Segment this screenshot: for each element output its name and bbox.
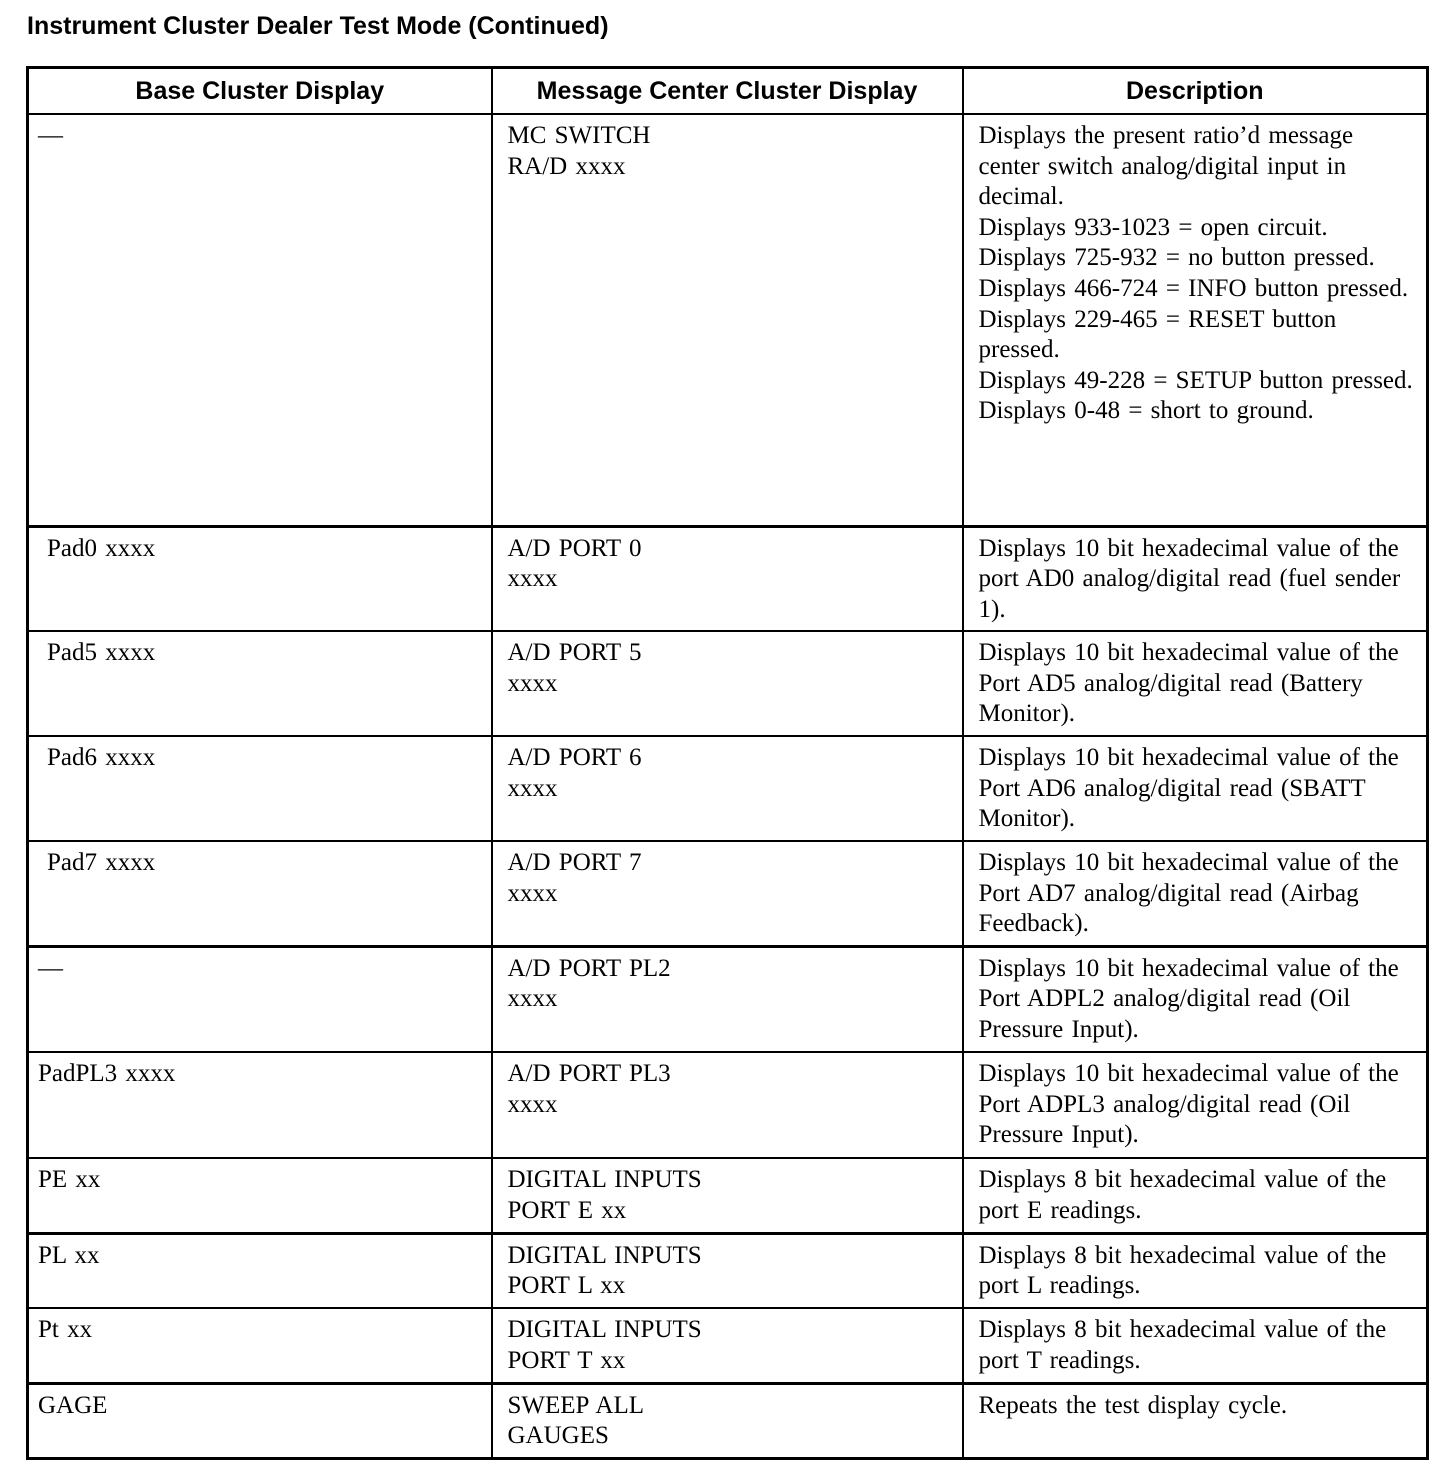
message-center-line-2: xxxx — [507, 774, 558, 802]
message-center-cell — [492, 1233, 963, 1308]
description-text: Displays 10 bit hexadecimal value of the Port AD5 analog/digital read (Battery Monitor). — [978, 639, 1399, 728]
message-center-line-2: xxxx — [507, 565, 558, 593]
message-center-line-2: PORT T xx — [507, 1346, 626, 1374]
table-row — [28, 1308, 1428, 1383]
base-display-value: Pad6 xxxx — [47, 744, 156, 771]
description-text: Displays 10 bit hexadecimal value of the Port AD7 analog/digital read (Airbag Feedback). — [978, 849, 1399, 938]
description-cell — [963, 1233, 1428, 1308]
message-center-cell — [492, 1308, 963, 1383]
description-header: Description — [963, 68, 1428, 115]
message-center-line-1: MC SWITCH — [507, 122, 651, 149]
base-display-value: — — [38, 122, 63, 149]
message-center-line-1: A/D PORT 6 — [507, 744, 642, 771]
description-text: Displays 8 bit hexadecimal value of the port T readings. — [978, 1316, 1387, 1374]
table-row — [28, 1158, 1428, 1233]
message-center-cell — [492, 1052, 963, 1158]
table-header-row — [28, 68, 1428, 115]
message-center-display-header: Message Center Cluster Display — [492, 68, 963, 115]
description-text: Displays 10 bit hexadecimal value of the Port ADPL2 analog/digital read (Oil Pressure Input). — [978, 954, 1399, 1043]
description-cell — [963, 526, 1428, 631]
message-center-line-1: DIGITAL INPUTS — [507, 1316, 702, 1343]
base-display-cell — [28, 1158, 492, 1233]
base-display-value: PL xx — [38, 1241, 100, 1269]
description-line: Displays 933-1023 = open circuit. — [978, 213, 1328, 241]
description-line: Displays 229-465 = RESET button pressed. — [978, 305, 1337, 364]
message-center-line-2: xxxx — [507, 985, 558, 1013]
message-center-line-1: A/D PORT 7 — [507, 849, 642, 876]
base-display-value: GAGE — [38, 1391, 108, 1419]
description-cell — [963, 114, 1428, 526]
message-center-line-1: DIGITAL INPUTS — [507, 1166, 702, 1193]
base-display-cell — [28, 736, 492, 841]
base-display-value: Pad7 xxxx — [47, 849, 156, 876]
message-center-line-1: SWEEP ALL — [507, 1391, 644, 1419]
message-center-line-1: DIGITAL INPUTS — [507, 1241, 702, 1269]
message-center-line-2: xxxx — [507, 879, 558, 907]
message-center-line-2: xxxx — [507, 669, 558, 697]
base-display-cell — [28, 1233, 492, 1308]
description-line: Displays the present ratio’d message center switch analog/digital input in decimal. — [978, 122, 1354, 211]
message-center-cell — [492, 631, 963, 736]
message-center-cell — [492, 1383, 963, 1458]
description-cell — [963, 841, 1428, 946]
message-center-line-1: A/D PORT 5 — [507, 639, 642, 666]
base-display-value: Pad5 xxxx — [47, 639, 156, 666]
description-cell — [963, 631, 1428, 736]
message-center-line-2: GAUGES — [507, 1422, 609, 1450]
table-row — [28, 114, 1428, 526]
message-center-cell — [492, 946, 963, 1052]
table-row — [28, 736, 1428, 841]
base-display-cell — [28, 1052, 492, 1158]
base-display-value: PE xx — [38, 1166, 101, 1193]
base-display-value: Pad0 xxxx — [47, 534, 156, 562]
message-center-line-2: xxxx — [507, 1090, 558, 1118]
description-text: Displays 10 bit hexadecimal value of the Port AD6 analog/digital read (SBATT Monitor). — [978, 744, 1399, 833]
description-line: Displays 0-48 = short to ground. — [978, 397, 1314, 425]
base-display-cell — [28, 841, 492, 946]
message-center-line-2: PORT L xx — [507, 1272, 626, 1300]
base-display-cell — [28, 946, 492, 1052]
table-row — [28, 1052, 1428, 1158]
base-display-cell — [28, 114, 492, 526]
description-cell — [963, 736, 1428, 841]
base-display-cell — [28, 1383, 492, 1458]
description-cell — [963, 1383, 1428, 1458]
page-title: Instrument Cluster Dealer Test Mode (Continued) — [27, 12, 609, 40]
base-cluster-display-header: Base Cluster Display — [28, 68, 492, 115]
table-row — [28, 841, 1428, 946]
message-center-cell — [492, 841, 963, 946]
message-center-cell — [492, 114, 963, 526]
description-cell — [963, 1052, 1428, 1158]
base-display-cell — [28, 526, 492, 631]
table-row — [28, 631, 1428, 736]
description-cell — [963, 1158, 1428, 1233]
message-center-cell — [492, 736, 963, 841]
dealer-test-mode-table — [26, 66, 1429, 1460]
description-cell — [963, 1308, 1428, 1383]
message-center-cell — [492, 526, 963, 631]
base-display-value: — — [38, 954, 63, 982]
description-text: Repeats the test display cycle. — [978, 1391, 1288, 1419]
description-text: Displays 8 bit hexadecimal value of the port L readings. — [978, 1241, 1387, 1300]
message-center-line-1: A/D PORT PL2 — [507, 954, 671, 982]
table-row — [28, 526, 1428, 631]
table-row — [28, 1233, 1428, 1308]
message-center-line-1: A/D PORT 0 — [507, 534, 642, 562]
description-line: Displays 725-932 = no button pressed. — [978, 244, 1375, 272]
description-cell — [963, 946, 1428, 1052]
message-center-line-2: RA/D xxxx — [507, 152, 626, 180]
table-row — [28, 946, 1428, 1052]
description-line: Displays 466-724 = INFO button pressed. — [978, 274, 1409, 302]
description-text: Displays 8 bit hexadecimal value of the port E readings. — [978, 1166, 1387, 1224]
message-center-cell — [492, 1158, 963, 1233]
base-display-cell — [28, 1308, 492, 1383]
base-display-cell — [28, 631, 492, 736]
base-display-value: PadPL3 xxxx — [38, 1060, 176, 1087]
message-center-line-2: PORT E xx — [507, 1196, 627, 1224]
description-line: Displays 49-228 = SETUP button pressed. — [978, 366, 1413, 394]
description-text: Displays 10 bit hexadecimal value of the port AD0 analog/digital read (fuel sender 1). — [978, 534, 1401, 623]
table-row — [28, 1383, 1428, 1458]
message-center-line-1: A/D PORT PL3 — [507, 1060, 671, 1087]
base-display-value: Pt xx — [38, 1316, 93, 1343]
description-text: Displays 10 bit hexadecimal value of the Port ADPL3 analog/digital read (Oil Pressure Input). — [978, 1060, 1399, 1149]
